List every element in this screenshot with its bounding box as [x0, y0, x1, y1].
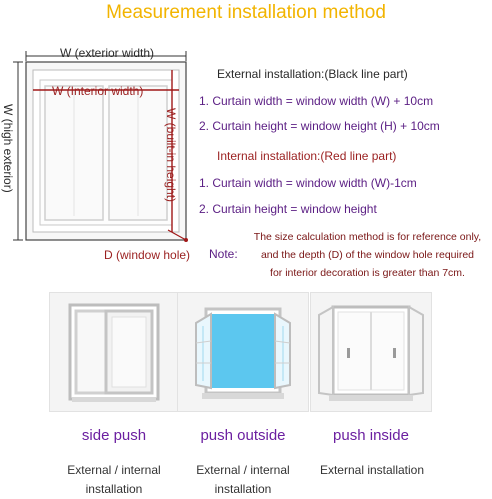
- caption-side-push: side push: [81, 427, 147, 444]
- caption-push-inside: push inside: [333, 427, 409, 444]
- side-push-window-icon: [50, 293, 178, 411]
- internal-line-1: 1. Curtain width = window width (W)-1cm: [199, 176, 417, 190]
- label-w-built-in: W (built-in height): [164, 108, 178, 203]
- window-photo-push-outside: [177, 292, 309, 412]
- push-inside-window-icon: [311, 293, 431, 411]
- label-w-interior: W (Interior width): [52, 84, 144, 98]
- internal-line-2: 2. Curtain height = window height: [199, 202, 377, 216]
- install-push-inside-line-1: External installation: [319, 463, 425, 477]
- window-photo-side-push: [49, 292, 179, 412]
- external-heading: External installation:(Black line part): [217, 67, 408, 81]
- note-text: [243, 228, 492, 282]
- label-d-window-hole: D (window hole): [104, 248, 191, 262]
- install-push-inside: [308, 461, 436, 480]
- note-line-1: The size calculation method is for reference only,: [253, 231, 482, 243]
- label-w-high-exterior: W (high exterior): [1, 104, 15, 193]
- window-photo-push-inside: [310, 292, 432, 412]
- label-w-exterior: W (exterior width): [60, 46, 155, 60]
- install-side-push-line-2: installation: [85, 482, 143, 496]
- external-line-1: 1. Curtain width = window width (W) + 10cm: [199, 94, 434, 108]
- internal-heading: Internal installation:(Red line part): [217, 149, 397, 163]
- install-side-push-line-1: External / internal: [67, 463, 161, 477]
- install-push-outside: [173, 461, 313, 499]
- install-side-push: [44, 461, 184, 499]
- install-push-outside-line-1: External / internal: [196, 463, 290, 477]
- note-line-2: and the depth (D) of the window hole required: [260, 249, 475, 261]
- note-label: Note:: [209, 247, 238, 261]
- external-line-2: 2. Curtain height = window height (H) + 10cm: [199, 119, 440, 133]
- caption-push-outside: push outside: [200, 427, 286, 444]
- install-push-outside-line-2: installation: [214, 482, 272, 496]
- push-outside-window-icon: [178, 293, 308, 411]
- note-line-3: for interior decoration is greater than 7cm.: [270, 267, 465, 279]
- page-title: Measurement installation method: [106, 2, 386, 23]
